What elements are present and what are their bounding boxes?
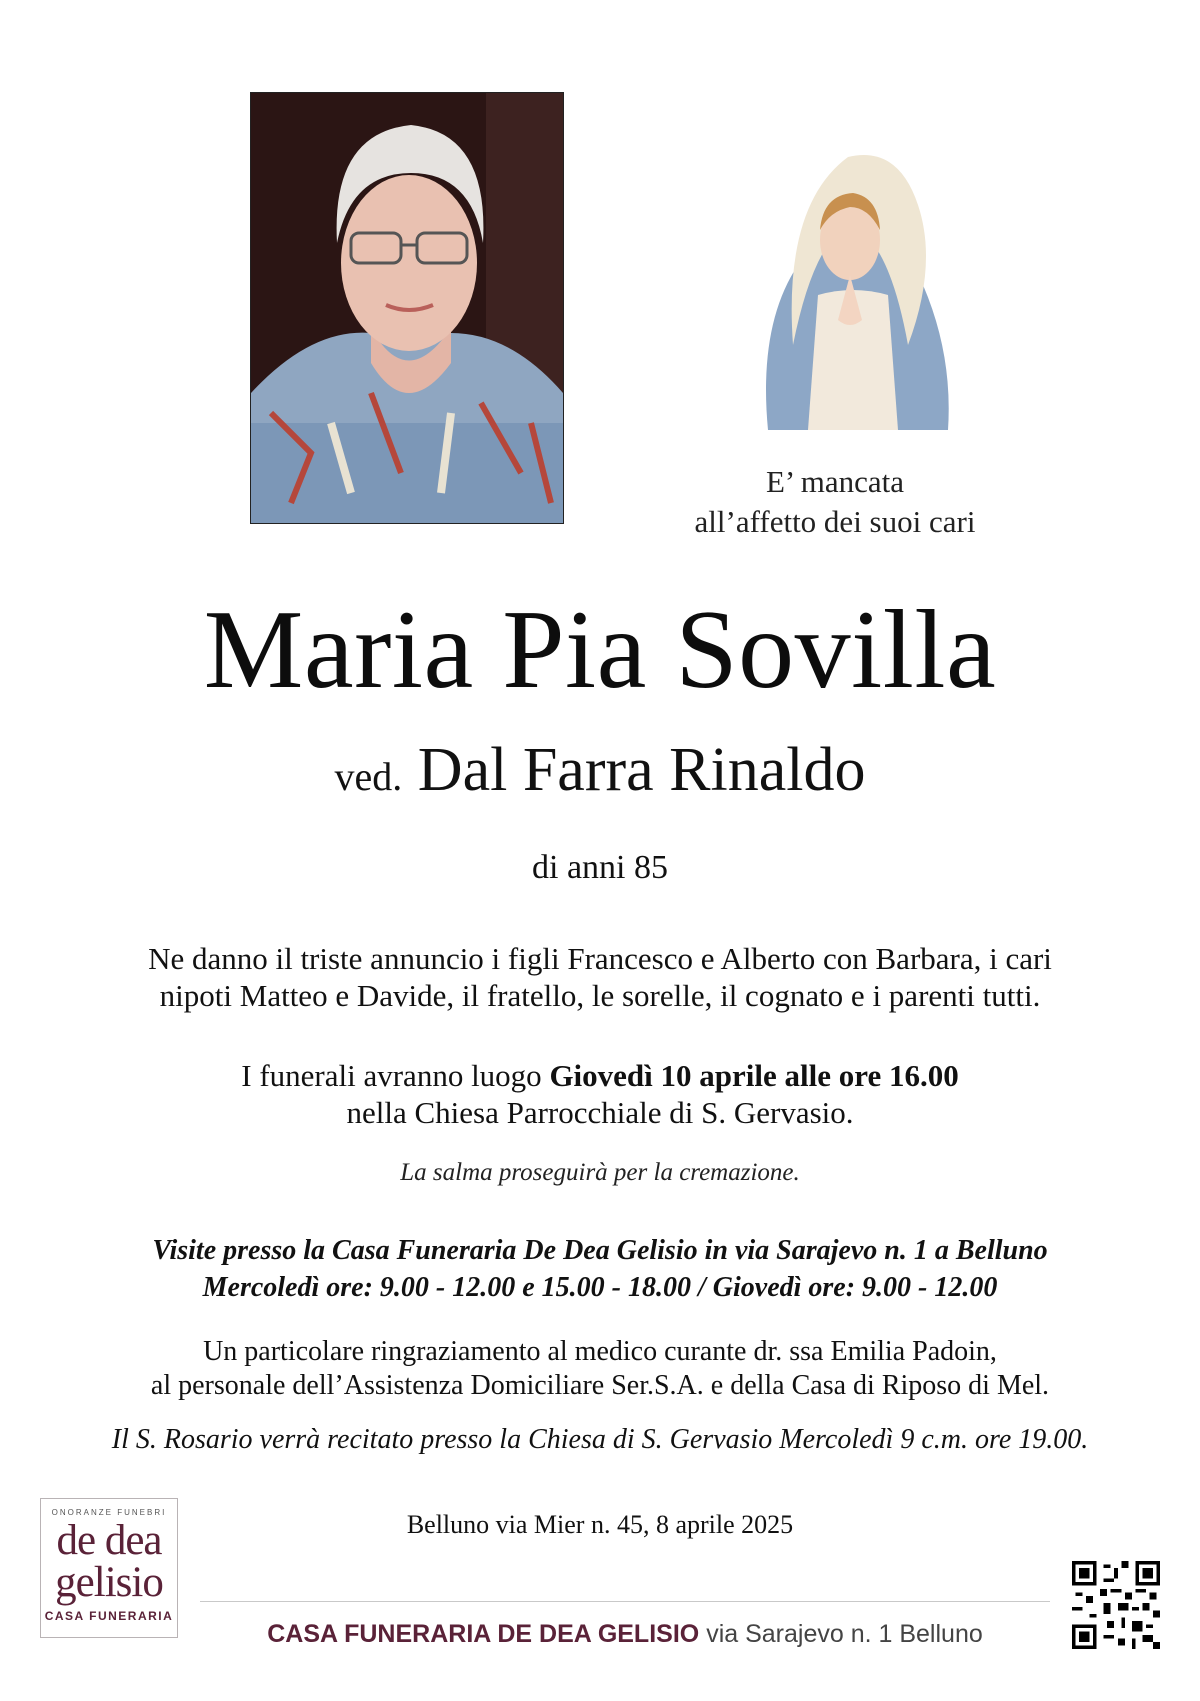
deceased-name: Maria Pia Sovilla	[203, 588, 997, 712]
announcement-paragraph	[0, 940, 1200, 1014]
footer	[200, 1620, 1050, 1649]
footer-firm-name: CASA FUNERARIA DE DEA GELISIO	[267, 1620, 700, 1648]
thanks-line-2: al personale dell’Assistenza Domiciliare Ser.S.A. e della Casa di Riposo di Mel.	[150, 1370, 1050, 1401]
funeral-datetime: Giovedì 10 aprile alle ore 16.00	[549, 1058, 959, 1093]
intro-text	[640, 462, 1030, 542]
logo-line-1: de dea	[56, 1517, 162, 1564]
logo-bottom-text: CASA FUNERARIA	[44, 1609, 174, 1623]
announcement-line-2: nipoti Matteo e Davide, il fratello, le sorelle, il cognato e i parenti tutti.	[159, 978, 1041, 1013]
funeral-paragraph	[0, 1057, 1200, 1131]
intro-line-1: E’ mancata	[766, 464, 904, 499]
portrait-photo	[250, 92, 564, 524]
visits-line-2: Mercoledì ore: 9.00 - 12.00 e 15.00 - 18.00 / Giovedì ore: 9.00 - 12.00	[202, 1272, 998, 1303]
funeral-prefix: I funerali avranno luogo	[241, 1058, 542, 1093]
thanks-paragraph	[0, 1335, 1200, 1403]
qr-code[interactable]	[1072, 1561, 1160, 1649]
widow-line	[0, 735, 1200, 812]
widow-prefix: ved.	[334, 754, 403, 799]
logo-line-2: gelisio	[55, 1559, 163, 1606]
widow-name: Dal Farra Rinaldo	[417, 736, 866, 804]
footer-address: via Sarajevo n. 1 Belluno	[706, 1620, 983, 1648]
dateline: Belluno via Mier n. 45, 8 aprile 2025	[406, 1510, 794, 1539]
praying-madonna-image	[738, 145, 968, 430]
funeral-home-logo	[40, 1498, 178, 1638]
age-text: di anni 85	[532, 849, 668, 886]
funeral-line-1	[0, 1057, 1200, 1094]
cremation-note: La salma proseguirà per la cremazione.	[400, 1159, 800, 1186]
visits-line-1: Visite presso la Casa Funeraria De Dea Gelisio in via Sarajevo n. 1 a Belluno	[152, 1235, 1048, 1266]
intro-line-2: all’affetto dei suoi cari	[694, 504, 976, 539]
announcement-line-1: Ne danno il triste annuncio i figli Francesco e Alberto con Barbara, i cari	[148, 941, 1052, 976]
logo-top-text: ONORANZE FUNEBRI	[51, 1508, 167, 1517]
funeral-location: nella Chiesa Parrocchiale di S. Gervasio.	[346, 1095, 854, 1130]
footer-divider	[200, 1601, 1050, 1602]
rosary-note: Il S. Rosario verrà recitato presso la Chiesa di S. Gervasio Mercoledì 9 c.m. ore 19.00.	[111, 1424, 1089, 1455]
thanks-line-1: Un particolare ringraziamento al medico curante dr. ssa Emilia Padoin,	[203, 1336, 997, 1367]
visits-paragraph	[0, 1232, 1200, 1306]
